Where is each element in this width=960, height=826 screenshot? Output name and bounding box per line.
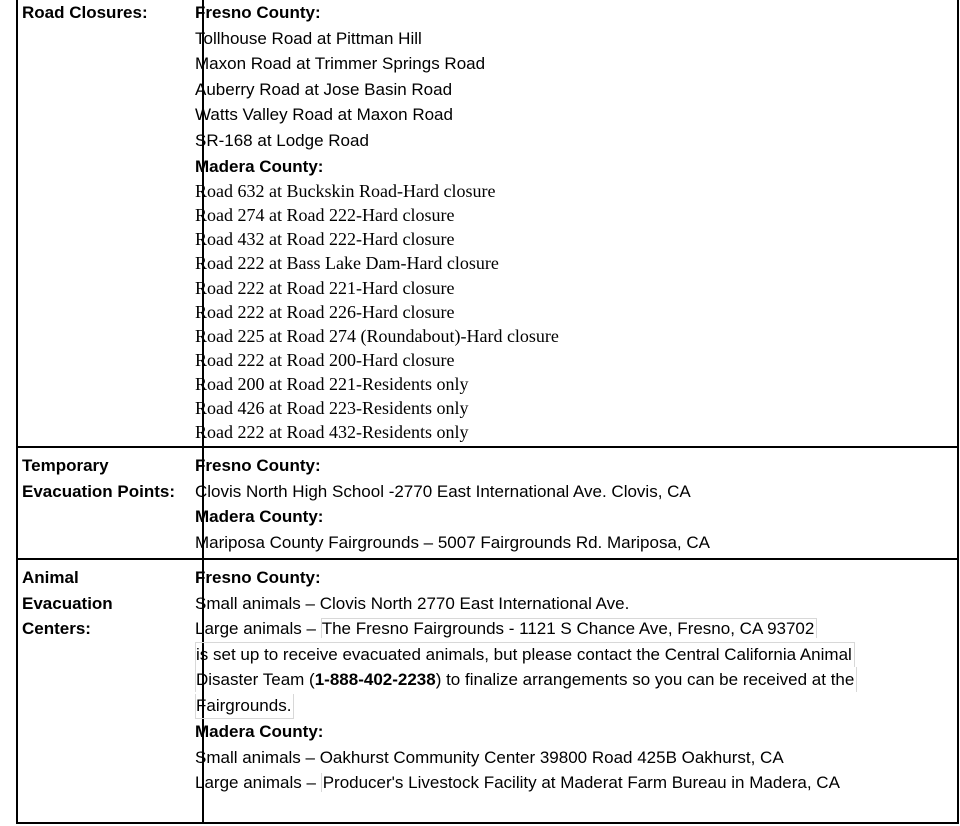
road-closure-item: Road 222 at Road 432-Residents only (195, 422, 469, 443)
label-line: Evacuation Points: (22, 481, 176, 501)
label-line: Temporary (22, 456, 109, 475)
road-closure-item: Road 222 at Bass Lake Dam-Hard closure (195, 253, 499, 274)
road-closure-item: Road 426 at Road 223-Residents only (195, 398, 469, 418)
evacuation-points-label (22, 453, 197, 504)
road-closure-item: Road 632 at Buckskin Road-Hard closure (195, 181, 496, 202)
large-animals-item (195, 770, 955, 796)
animal-centers-label (22, 565, 197, 642)
large-animals-venue: The Fresno Fairgrounds - 1121 S Chance Ave, Fresno, CA 93702 (321, 618, 818, 638)
note-text: Fairgrounds. (195, 694, 294, 719)
evacuation-point-item: Mariposa County Fairgrounds – 5007 Fairgrounds Rd. Mariposa, CA (195, 532, 710, 552)
madera-county-heading: Madera County: (195, 507, 324, 527)
note-line (195, 642, 955, 668)
road-closure-item: Road 274 at Road 222-Hard closure (195, 205, 455, 226)
road-closure-item: Road 222 at Road 226-Hard closure (195, 301, 455, 322)
label-line: Centers: (22, 619, 91, 638)
evacuation-points-content (195, 453, 955, 555)
note-text: is set up to receive evacuated animals, but please contact the Central California Animal (195, 642, 855, 667)
info-table (16, 0, 959, 824)
road-closure-item: Road 222 at Road 221-Hard closure (195, 277, 455, 298)
large-animals-venue: Producer's Livestock Facility at Maderat Farm Bureau in Madera, CA (322, 773, 840, 793)
road-closure-item: Road 222 at Road 200-Hard closure (195, 349, 455, 370)
small-animals-item: Small animals – Clovis North 2770 East International Ave. (195, 593, 630, 613)
large-animals-prefix: Large animals – (195, 619, 321, 639)
road-closures-label: Road Closures: (22, 3, 148, 22)
evacuation-point-item: Clovis North High School -2770 East International Ave. Clovis, CA (195, 481, 691, 501)
note-text: Disaster Team ( (196, 670, 315, 690)
road-closure-item: Auberry Road at Jose Basin Road (195, 79, 453, 99)
road-closure-item: Watts Valley Road at Maxon Road (195, 105, 453, 125)
row-divider (18, 446, 957, 448)
phone-number: 1-888-402-2238 (314, 670, 436, 690)
road-closures-content (195, 0, 955, 444)
fresno-county-heading: Fresno County: (195, 3, 321, 22)
madera-county-heading: Madera County: (195, 721, 324, 741)
label-line: Evacuation (22, 593, 113, 613)
animal-centers-content (195, 565, 955, 796)
road-closure-item: SR-168 at Lodge Road (195, 130, 369, 150)
note-line (195, 693, 955, 719)
fresno-county-heading: Fresno County: (195, 456, 321, 475)
note-line (195, 667, 955, 693)
row-divider (18, 558, 957, 560)
road-closure-item: Maxon Road at Trimmer Springs Road (195, 54, 486, 74)
road-closure-item: Tollhouse Road at Pittman Hill (195, 28, 422, 48)
road-closure-item: Road 225 at Road 274 (Roundabout)-Hard closure (195, 325, 559, 346)
large-animals-item (195, 616, 955, 642)
large-animals-prefix: Large animals – (195, 773, 321, 793)
road-closure-item: Road 432 at Road 222-Hard closure (195, 229, 455, 250)
note-text: ) to finalize arrangements so you can be received at the (435, 670, 855, 690)
madera-county-heading: Madera County: (195, 156, 324, 176)
label-line: Animal (22, 568, 79, 587)
fresno-county-heading: Fresno County: (195, 568, 321, 587)
small-animals-item: Small animals – Oakhurst Community Center 39800 Road 425B Oakhurst, CA (195, 747, 784, 767)
road-closure-item: Road 200 at Road 221-Residents only (195, 373, 469, 394)
